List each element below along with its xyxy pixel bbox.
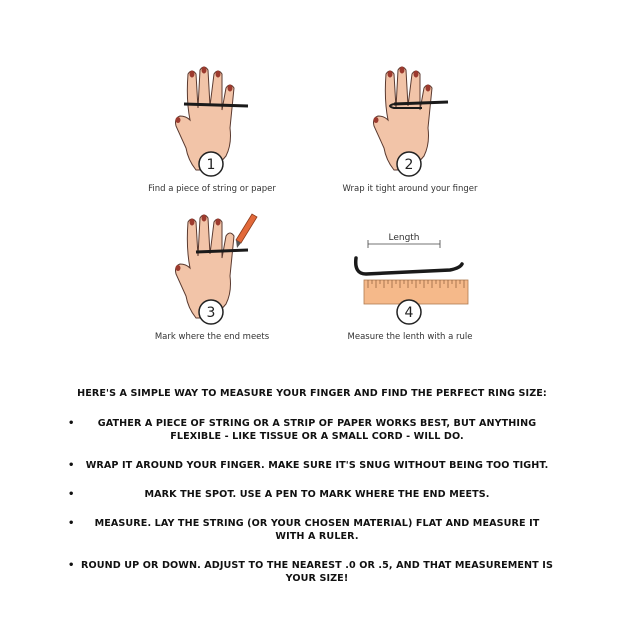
step-caption: Mark where the end meets	[154, 332, 270, 342]
hand-with-string-illustration	[112, 60, 312, 180]
step-panel-2	[310, 60, 510, 210]
hand-with-pen-illustration	[112, 208, 312, 328]
ruler-measurement-illustration	[310, 208, 510, 328]
bullet-icon: •	[68, 518, 75, 529]
pen-icon	[236, 214, 257, 248]
step-caption: Measure the lenth with a rule	[347, 332, 473, 342]
list-item	[62, 459, 562, 472]
bullet-icon: •	[68, 560, 75, 571]
step-number: 4	[404, 305, 414, 321]
list-item	[62, 559, 562, 585]
step-number: 2	[404, 157, 414, 173]
list-item	[62, 417, 562, 443]
bullet-icon: •	[68, 489, 75, 500]
list-item	[62, 488, 562, 501]
list-item-text: GATHER A PIECE OF STRING OR A STRIP OF PAPER WORKS BEST, BUT ANYTHING FLEXIBLE - LIKE TISSUE OR A SMALL CORD - WILL DO.	[97, 418, 537, 442]
list-item-text: MARK THE SPOT. USE A PEN TO MARK WHERE THE END MEETS.	[144, 489, 490, 500]
ruler-icon	[364, 280, 468, 304]
list-item	[62, 517, 562, 543]
bullet-icon: •	[68, 460, 75, 471]
list-item-text: WRAP IT AROUND YOUR FINGER. MAKE SURE IT'S SNUG WITHOUT BEING TOO TIGHT.	[85, 460, 549, 471]
bullet-icon: •	[68, 418, 75, 429]
step-number: 1	[206, 157, 216, 173]
list-item-text: ROUND UP OR DOWN. ADJUST TO THE NEAREST .0 OR .5, AND THAT MEASUREMENT IS YOUR SIZE!	[81, 560, 553, 584]
list-item-text: MEASURE. LAY THE STRING (OR YOUR CHOSEN MATERIAL) FLAT AND MEASURE IT WITH A RULER.	[94, 518, 540, 542]
step-caption: Find a piece of string or paper	[148, 184, 276, 194]
step-panel-3	[112, 208, 312, 358]
step-panel-4	[310, 208, 510, 358]
step-panel-1	[112, 60, 312, 210]
step-number: 3	[206, 305, 216, 321]
step-caption: Wrap it tight around your finger	[342, 184, 478, 194]
instructions-list	[62, 417, 562, 585]
hand-wrapped-string-illustration	[310, 60, 510, 180]
instructions-intro: HERE'S A SIMPLE WAY TO MEASURE YOUR FINGER AND FIND THE PERFECT RING SIZE:	[77, 388, 547, 399]
instructions-section	[62, 388, 562, 601]
length-label: Length	[388, 233, 420, 243]
